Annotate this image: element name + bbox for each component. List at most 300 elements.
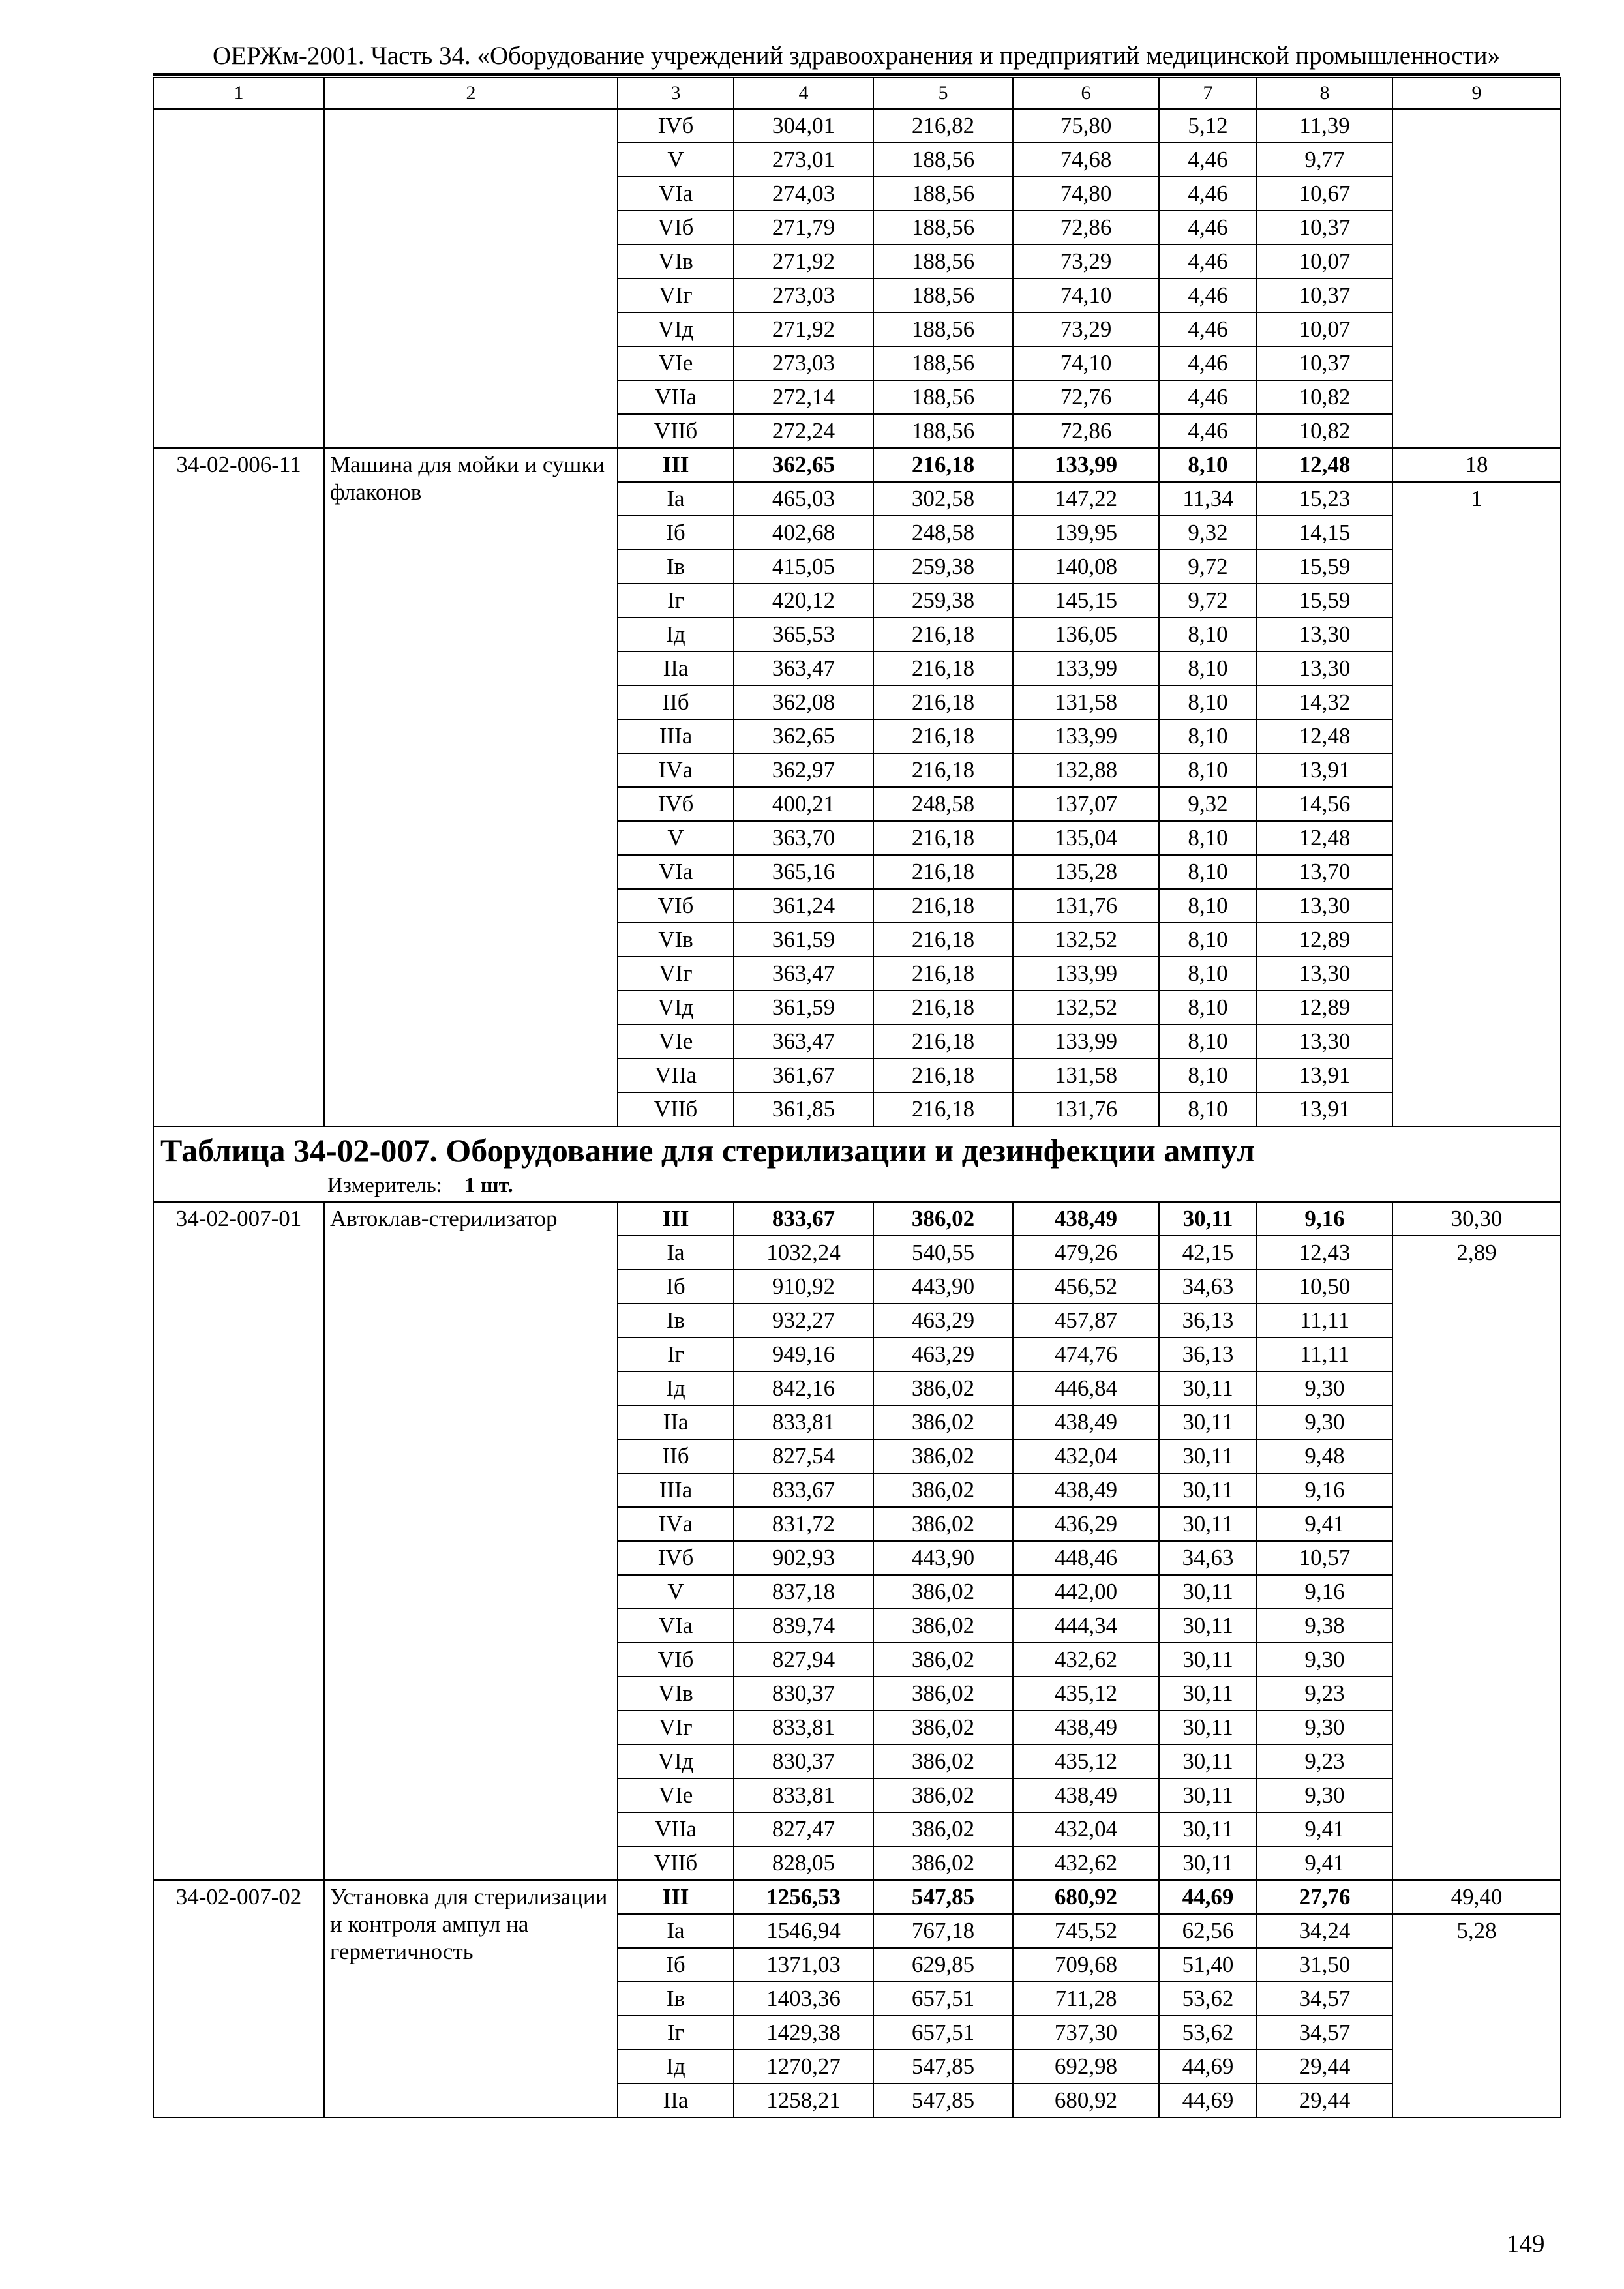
value-cell: 271,92 [734,245,873,278]
value-cell: 1403,36 [734,1982,873,2016]
value-cell: 13,30 [1257,889,1392,923]
value-cell: 680,92 [1013,1880,1159,1914]
zone-cell: IIб [618,1439,734,1473]
value-cell: 216,18 [873,651,1013,685]
value-cell: 30,11 [1159,1609,1257,1643]
value-cell: 74,10 [1013,278,1159,312]
value-cell: 15,23 [1257,482,1392,516]
value-cell: 361,59 [734,991,873,1025]
value-cell: 767,18 [873,1914,1013,1948]
value-cell: 9,30 [1257,1711,1392,1744]
value-cell: 827,47 [734,1812,873,1846]
zone-cell: Iв [618,1304,734,1338]
value-cell: 9,77 [1257,143,1392,177]
value-cell: 9,30 [1257,1778,1392,1812]
value-cell: 432,62 [1013,1643,1159,1677]
item-code: 34-02-006-11 [153,448,324,1126]
value-cell: 833,81 [734,1778,873,1812]
value-cell: 30,11 [1159,1439,1257,1473]
value-cell: 9,23 [1257,1677,1392,1711]
value-cell: 34,63 [1159,1541,1257,1575]
value-cell: 657,51 [873,2016,1013,2050]
value-cell: 8,10 [1159,618,1257,651]
zone-cell: IVб [618,109,734,143]
value-cell: 15,59 [1257,550,1392,584]
value-cell: 361,67 [734,1058,873,1092]
value-cell: 34,63 [1159,1270,1257,1304]
zone-cell: Iб [618,1270,734,1304]
zone-cell: VIе [618,1778,734,1812]
table-caption-row [153,1126,1561,1202]
item-name: Установка для стерилизации и контроля ампул на герметичность [324,1880,618,2117]
value-cell: 14,15 [1257,516,1392,550]
value-cell: 10,07 [1257,245,1392,278]
zone-cell: VIа [618,855,734,889]
value-cell: 30,11 [1159,1202,1257,1236]
value-cell: 13,91 [1257,1092,1392,1126]
value-cell: 386,02 [873,1812,1013,1846]
value-cell: 188,56 [873,380,1013,414]
labor-cost-cell: 2,89 [1392,1236,1561,1880]
value-cell: 14,56 [1257,787,1392,821]
value-cell: 273,03 [734,346,873,380]
zone-cell: Iа [618,1236,734,1270]
value-cell: 133,99 [1013,1025,1159,1058]
value-cell: 75,80 [1013,109,1159,143]
zone-cell: VIб [618,1643,734,1677]
value-cell: 8,10 [1159,923,1257,957]
value-cell: 1032,24 [734,1236,873,1270]
value-cell: 386,02 [873,1405,1013,1439]
value-cell: 10,07 [1257,312,1392,346]
value-cell: 30,11 [1159,1812,1257,1846]
value-cell: 30,11 [1159,1575,1257,1609]
value-cell: 51,40 [1159,1948,1257,1982]
value-cell: 1371,03 [734,1948,873,1982]
value-cell: 8,10 [1159,1092,1257,1126]
value-cell: 361,59 [734,923,873,957]
value-cell: 438,49 [1013,1405,1159,1439]
value-cell: 44,69 [1159,2084,1257,2117]
value-cell: 547,85 [873,1880,1013,1914]
value-cell: 9,41 [1257,1507,1392,1541]
zone-cell: VIIб [618,1092,734,1126]
value-cell: 12,48 [1257,448,1392,482]
value-cell: 456,52 [1013,1270,1159,1304]
value-cell: 9,16 [1257,1473,1392,1507]
value-cell: 8,10 [1159,1058,1257,1092]
column-number: 9 [1392,78,1561,109]
value-cell: 10,37 [1257,278,1392,312]
value-cell: 680,92 [1013,2084,1159,2117]
value-cell: 34,24 [1257,1914,1392,1948]
zone-cell: V [618,143,734,177]
value-cell: 745,52 [1013,1914,1159,1948]
value-cell: 273,03 [734,278,873,312]
value-cell: 9,16 [1257,1575,1392,1609]
value-cell: 274,03 [734,177,873,211]
item-code: 34-02-007-01 [153,1202,324,1880]
value-cell: 400,21 [734,787,873,821]
value-cell: 8,10 [1159,889,1257,923]
table-row [153,1880,1561,1914]
value-cell: 540,55 [873,1236,1013,1270]
column-number: 8 [1257,78,1392,109]
zone-cell: VIIб [618,414,734,448]
value-cell: 474,76 [1013,1338,1159,1371]
value-cell: 74,68 [1013,143,1159,177]
value-cell: 446,84 [1013,1371,1159,1405]
value-cell: 448,46 [1013,1541,1159,1575]
value-cell: 386,02 [873,1439,1013,1473]
column-number: 5 [873,78,1013,109]
value-cell: 216,18 [873,1025,1013,1058]
zone-cell: IVб [618,1541,734,1575]
value-cell: 4,46 [1159,380,1257,414]
table-caption [153,1126,1561,1202]
zone-cell: VIб [618,211,734,245]
value-cell: 188,56 [873,414,1013,448]
value-cell: 8,10 [1159,651,1257,685]
value-cell: 657,51 [873,1982,1013,2016]
value-cell: 13,30 [1257,651,1392,685]
value-cell: 9,30 [1257,1405,1392,1439]
item-code [153,109,324,448]
value-cell: 9,30 [1257,1371,1392,1405]
labor-cost-cell: 1 [1392,482,1561,1126]
value-cell: 949,16 [734,1338,873,1371]
value-cell: 72,86 [1013,211,1159,245]
value-cell: 271,92 [734,312,873,346]
value-cell: 30,11 [1159,1711,1257,1744]
value-cell: 910,92 [734,1270,873,1304]
value-cell: 8,10 [1159,1025,1257,1058]
value-cell: 737,30 [1013,2016,1159,2050]
zone-cell: Iг [618,2016,734,2050]
value-cell: 8,10 [1159,821,1257,855]
value-cell: 10,82 [1257,380,1392,414]
value-cell: 833,81 [734,1405,873,1439]
value-cell: 443,90 [873,1541,1013,1575]
value-cell: 362,65 [734,448,873,482]
zone-cell: IVа [618,753,734,787]
value-cell: 4,46 [1159,245,1257,278]
zone-cell: Iв [618,550,734,584]
value-cell: 44,69 [1159,2050,1257,2084]
value-cell: 259,38 [873,550,1013,584]
value-cell: 11,39 [1257,109,1392,143]
value-cell: 34,57 [1257,2016,1392,2050]
value-cell: 216,18 [873,821,1013,855]
zone-cell: VIв [618,1677,734,1711]
value-cell: 4,46 [1159,177,1257,211]
value-cell: 386,02 [873,1473,1013,1507]
value-cell: 842,16 [734,1371,873,1405]
value-cell: 133,99 [1013,719,1159,753]
value-cell: 8,10 [1159,855,1257,889]
value-cell: 9,23 [1257,1744,1392,1778]
price-table [153,77,1561,2118]
value-cell: 132,52 [1013,923,1159,957]
value-cell: 30,11 [1159,1778,1257,1812]
value-cell: 216,18 [873,685,1013,719]
value-cell: 30,11 [1159,1473,1257,1507]
value-cell: 833,67 [734,1202,873,1236]
zone-cell: V [618,1575,734,1609]
value-cell: 386,02 [873,1202,1013,1236]
value-cell: 9,38 [1257,1609,1392,1643]
value-cell: 30,11 [1159,1643,1257,1677]
zone-cell: Iв [618,1982,734,2016]
value-cell: 692,98 [1013,2050,1159,2084]
value-cell: 4,46 [1159,143,1257,177]
value-cell: 13,91 [1257,753,1392,787]
value-cell: 13,30 [1257,1025,1392,1058]
labor-cost-cell: 18 [1392,448,1561,482]
zone-cell: Iг [618,1338,734,1371]
value-cell: 10,37 [1257,211,1392,245]
value-cell: 62,56 [1159,1914,1257,1948]
value-cell: 8,10 [1159,685,1257,719]
zone-cell: IIа [618,651,734,685]
zone-cell: Iа [618,1914,734,1948]
value-cell: 386,02 [873,1507,1013,1541]
value-cell: 363,47 [734,651,873,685]
value-cell: 248,58 [873,516,1013,550]
value-cell: 436,29 [1013,1507,1159,1541]
value-cell: 147,22 [1013,482,1159,516]
value-cell: 444,34 [1013,1609,1159,1643]
table-row [153,109,1561,143]
value-cell: 902,93 [734,1541,873,1575]
value-cell: 438,49 [1013,1202,1159,1236]
value-cell: 133,99 [1013,957,1159,991]
value-cell: 131,58 [1013,1058,1159,1092]
value-cell: 42,15 [1159,1236,1257,1270]
value-cell: 8,10 [1159,448,1257,482]
value-cell: 415,05 [734,550,873,584]
value-cell: 30,11 [1159,1371,1257,1405]
value-cell: 9,48 [1257,1439,1392,1473]
zone-cell: Iб [618,516,734,550]
value-cell: 216,18 [873,1058,1013,1092]
zone-cell: Iд [618,618,734,651]
value-cell: 132,52 [1013,991,1159,1025]
value-cell: 272,14 [734,380,873,414]
value-cell: 386,02 [873,1677,1013,1711]
value-cell: 442,00 [1013,1575,1159,1609]
document-header: ОЕРЖм-2001. Часть 34. «Оборудование учреждений здравоохранения и предприятий медицинской промышленности» [213,42,1500,70]
column-number: 7 [1159,78,1257,109]
value-cell: 386,02 [873,1744,1013,1778]
value-cell: 131,76 [1013,1092,1159,1126]
labor-cost-cell: 5,28 [1392,1914,1561,2117]
value-cell: 188,56 [873,143,1013,177]
value-cell: 30,11 [1159,1507,1257,1541]
value-cell: 10,37 [1257,346,1392,380]
table-title: Таблица 34-02-007. Оборудование для стерилизации и дезинфекции ампул [160,1132,1255,1169]
zone-cell: III [618,448,734,482]
value-cell: 216,18 [873,753,1013,787]
value-cell: 273,01 [734,143,873,177]
value-cell: 216,82 [873,109,1013,143]
value-cell: 34,57 [1257,1982,1392,2016]
value-cell: 216,18 [873,448,1013,482]
zone-cell: IIа [618,2084,734,2117]
zone-cell: VIа [618,1609,734,1643]
value-cell: 9,72 [1159,584,1257,618]
value-cell: 216,18 [873,1092,1013,1126]
value-cell: 363,47 [734,1025,873,1058]
value-cell: 216,18 [873,991,1013,1025]
value-cell: 216,18 [873,889,1013,923]
value-cell: 216,18 [873,957,1013,991]
value-cell: 457,87 [1013,1304,1159,1338]
table-row [153,448,1561,482]
value-cell: 386,02 [873,1643,1013,1677]
value-cell: 479,26 [1013,1236,1159,1270]
column-number: 3 [618,78,734,109]
page-number: 149 [1507,2230,1545,2258]
zone-cell: VIв [618,923,734,957]
value-cell: 8,10 [1159,957,1257,991]
value-cell: 438,49 [1013,1778,1159,1812]
zone-cell: IIа [618,1405,734,1439]
header-rule [153,73,1560,76]
value-cell: 1546,94 [734,1914,873,1948]
value-cell: 73,29 [1013,245,1159,278]
value-cell: 386,02 [873,1371,1013,1405]
value-cell: 72,76 [1013,380,1159,414]
value-cell: 9,16 [1257,1202,1392,1236]
zone-cell: Iд [618,1371,734,1405]
value-cell: 53,62 [1159,1982,1257,2016]
value-cell: 435,12 [1013,1744,1159,1778]
value-cell: 27,76 [1257,1880,1392,1914]
value-cell: 9,30 [1257,1643,1392,1677]
value-cell: 463,29 [873,1338,1013,1371]
value-cell: 271,79 [734,211,873,245]
value-cell: 402,68 [734,516,873,550]
value-cell: 29,44 [1257,2084,1392,2117]
zone-cell: VIг [618,1711,734,1744]
value-cell: 13,30 [1257,957,1392,991]
value-cell: 30,11 [1159,1677,1257,1711]
value-cell: 1258,21 [734,2084,873,2117]
value-cell: 140,08 [1013,550,1159,584]
value-cell: 465,03 [734,482,873,516]
zone-cell: IIIа [618,719,734,753]
value-cell: 272,24 [734,414,873,448]
value-cell: 13,70 [1257,855,1392,889]
value-cell: 361,85 [734,1092,873,1126]
value-cell: 29,44 [1257,2050,1392,2084]
value-cell: 188,56 [873,312,1013,346]
value-cell: 547,85 [873,2084,1013,2117]
value-cell: 135,04 [1013,821,1159,855]
value-cell: 10,82 [1257,414,1392,448]
labor-cost-cell: 30,30 [1392,1202,1561,1236]
zone-cell: IIIа [618,1473,734,1507]
value-cell: 216,18 [873,719,1013,753]
zone-cell: VIг [618,278,734,312]
zone-cell: VIе [618,346,734,380]
zone-cell: Iб [618,1948,734,1982]
value-cell: 9,41 [1257,1846,1392,1880]
unit-label: Измеритель: [327,1174,442,1197]
zone-cell: Iд [618,2050,734,2084]
item-name [324,109,618,448]
value-cell: 259,38 [873,584,1013,618]
value-cell: 9,41 [1257,1812,1392,1846]
value-cell: 8,10 [1159,991,1257,1025]
value-cell: 13,91 [1257,1058,1392,1092]
value-cell: 131,76 [1013,889,1159,923]
value-cell: 9,32 [1159,787,1257,821]
zone-cell: III [618,1202,734,1236]
value-cell: 10,67 [1257,177,1392,211]
zone-cell: V [618,821,734,855]
labor-cost-cell [1392,109,1561,448]
value-cell: 420,12 [734,584,873,618]
value-cell: 133,99 [1013,448,1159,482]
value-cell: 216,18 [873,923,1013,957]
value-cell: 73,29 [1013,312,1159,346]
zone-cell: VIд [618,1744,734,1778]
zone-cell: VIIа [618,380,734,414]
value-cell: 4,46 [1159,211,1257,245]
zone-cell: VIв [618,245,734,278]
value-cell: 53,62 [1159,2016,1257,2050]
value-cell: 709,68 [1013,1948,1159,1982]
value-cell: 833,81 [734,1711,873,1744]
item-name: Машина для мойки и сушки флаконов [324,448,618,1126]
value-cell: 11,34 [1159,482,1257,516]
value-cell: 8,10 [1159,719,1257,753]
value-cell: 386,02 [873,1846,1013,1880]
value-cell: 302,58 [873,482,1013,516]
zone-cell: IVа [618,1507,734,1541]
value-cell: 363,70 [734,821,873,855]
value-cell: 432,04 [1013,1812,1159,1846]
value-cell: 629,85 [873,1948,1013,1982]
value-cell: 216,18 [873,618,1013,651]
value-cell: 827,54 [734,1439,873,1473]
value-cell: 30,11 [1159,1744,1257,1778]
value-cell: 365,53 [734,618,873,651]
value-cell: 833,67 [734,1473,873,1507]
value-cell: 386,02 [873,1778,1013,1812]
value-cell: 386,02 [873,1711,1013,1744]
value-cell: 828,05 [734,1846,873,1880]
value-cell: 30,11 [1159,1405,1257,1439]
zone-cell: IVб [618,787,734,821]
value-cell: 827,94 [734,1643,873,1677]
table-row [153,1202,1561,1236]
value-cell: 386,02 [873,1609,1013,1643]
value-cell: 13,30 [1257,618,1392,651]
value-cell: 830,37 [734,1677,873,1711]
value-cell: 12,48 [1257,821,1392,855]
value-cell: 72,86 [1013,414,1159,448]
value-cell: 74,10 [1013,346,1159,380]
value-cell: 1270,27 [734,2050,873,2084]
value-cell: 830,37 [734,1744,873,1778]
value-cell: 4,46 [1159,414,1257,448]
value-cell: 9,32 [1159,516,1257,550]
value-cell: 9,72 [1159,550,1257,584]
value-cell: 432,62 [1013,1846,1159,1880]
